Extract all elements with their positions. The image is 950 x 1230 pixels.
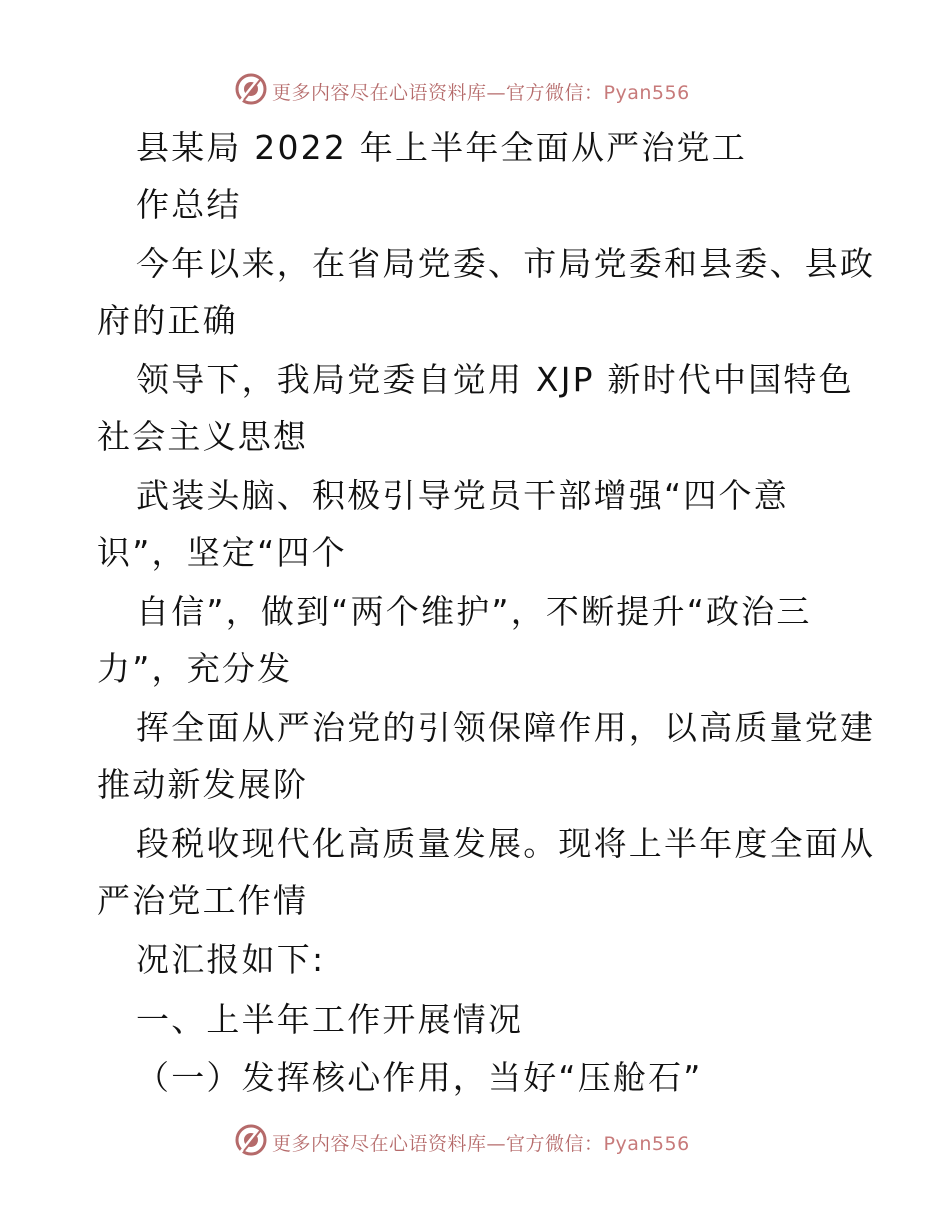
paragraph-line: 挥全面从严治党的引领保障作用，以高质量党建 (136, 708, 876, 747)
watermark-wechat-id: Pyan556 (603, 1133, 690, 1155)
section-heading: 一、上半年工作开展情况 (136, 1000, 524, 1039)
watermark-text: 更多内容尽在心语资料库—官方微信：Pyan556 (272, 82, 690, 104)
paragraph-line: 自信”，做到“两个维护”，不断提升“政治三 (136, 592, 812, 631)
paragraph-line: 况汇报如下: (136, 940, 326, 979)
doc-title-line-2: 作总结 (136, 185, 242, 224)
watermark-text: 更多内容尽在心语资料库—官方微信：Pyan556 (272, 1133, 690, 1155)
watermark-footer (0, 1121, 950, 1161)
watermark-header (0, 70, 950, 110)
paragraph-line: 推动新发展阶 (97, 765, 309, 804)
watermark-wechat-id: Pyan556 (603, 82, 690, 104)
paragraph-line: 武装头脑、积极引导党员干部增强“四个意 (136, 476, 789, 515)
paragraph-line: 力”，充分发 (97, 649, 293, 688)
watermark-logo-icon (234, 72, 268, 106)
paragraph-line: 府的正确 (97, 301, 238, 340)
paragraph-line: 领导下，我局党委自觉用 XJP 新时代中国特色 (136, 360, 854, 399)
doc-title-line-1: 县某局 2022 年上半年全面从严治党工 (136, 128, 747, 167)
paragraph-line: 今年以来，在省局党委、市局党委和县委、县政 (136, 244, 876, 283)
paragraph-line: 严治党工作情 (97, 881, 309, 920)
paragraph-line: 段税收现代化高质量发展。现将上半年度全面从 (136, 824, 876, 863)
paragraph-line: 识”，坚定“四个 (97, 533, 347, 572)
paragraph-line: 社会主义思想 (97, 417, 309, 456)
watermark-logo-icon (234, 1123, 268, 1157)
subsection-heading: （一）发挥核心作用，当好“压舱石” (136, 1058, 703, 1097)
